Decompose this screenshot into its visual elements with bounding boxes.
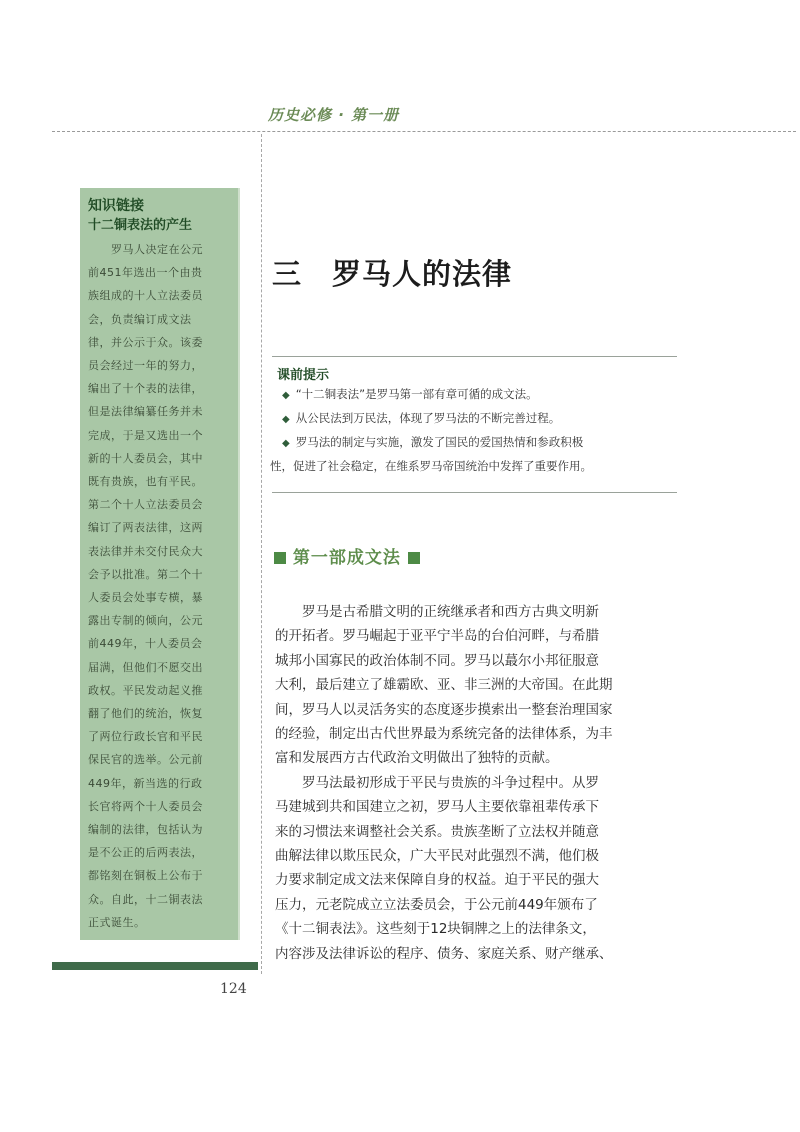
square-marker-icon <box>408 552 420 564</box>
sidebar-line: 会，负责编订成文法 <box>88 312 192 326</box>
sidebar-line: 编订了两表法律，这两 <box>88 521 203 535</box>
section-title: 第一部成文法 <box>292 548 401 568</box>
body-line: 内容涉及法律诉讼的程序、债务、家庭关系、财产继承、 <box>275 945 613 962</box>
tips-list <box>270 383 677 477</box>
body-line: 来的习惯法来调整社会关系。贵族垄断了立法权并随意 <box>275 823 599 840</box>
sidebar-line: 律，并公示于众。该委 <box>88 335 203 349</box>
body-line: 曲解法律以欺压民众，广大平民对此强烈不满，他们极 <box>275 848 599 865</box>
running-header-title: 历史必修 · 第一册 <box>268 106 400 124</box>
sidebar-line: 完成，于是又选出一个 <box>88 428 203 442</box>
page-number: 124 <box>220 981 247 997</box>
sidebar-line: 保民官的选举。公元前 <box>88 753 203 767</box>
sidebar-line: 翻了他们的统治，恢复 <box>88 707 203 721</box>
sidebar-line: 新的十人委员会，其中 <box>88 451 203 465</box>
body-line: 的经验，制定出古代世界最为系统完备的法律体系，为丰 <box>275 726 613 743</box>
footer-bar <box>52 962 258 970</box>
body-line: 的开拓者。罗马崛起于亚平宁半岛的台伯河畔，与希腊 <box>275 628 599 645</box>
tip-item <box>282 383 677 407</box>
lesson-title: 三 罗马人的法律 <box>272 257 513 291</box>
body-text <box>275 600 690 966</box>
sidebar-line: 族组成的十人立法委员 <box>88 289 203 303</box>
sidebar-line: 正式诞生。 <box>88 915 146 929</box>
sidebar-line: 届满，但他们不愿交出 <box>88 660 203 674</box>
header-divider <box>52 131 796 132</box>
column-divider <box>261 134 262 974</box>
tip-item <box>282 407 677 431</box>
sidebar-line: 前449年，十人委员会 <box>88 637 203 651</box>
sidebar-line: 但是法律编纂任务并未 <box>88 405 203 419</box>
body-line: 富和发展西方古代政治文明做出了独特的贡献。 <box>275 750 559 767</box>
body-line: 间，罗马人以灵活务实的态度逐步摸索出一整套治理国家 <box>275 701 613 718</box>
sidebar-line: 编制的法律，包括认为 <box>88 823 203 837</box>
knowledge-link-sidebar <box>80 188 238 940</box>
tip-text: 从公民法到万民法，体现了罗马法的不断完善过程。 <box>295 411 561 425</box>
sidebar-line: 编出了十个表的法律， <box>88 382 203 396</box>
sidebar-heading: 知识链接 <box>88 198 144 214</box>
sidebar-line: 表法律并未交付民众大 <box>88 544 203 558</box>
sidebar-line: 众。自此，十二铜表法 <box>88 892 203 906</box>
sidebar-line: 既有贵族，也有平民。 <box>88 475 203 489</box>
body-line: 城邦小国寡民的政治体制不同。罗马以蕞尔小邦征服意 <box>275 652 599 669</box>
sidebar-line: 第二个十人立法委员会 <box>88 498 203 512</box>
sidebar-body <box>88 238 232 934</box>
sidebar-line: 长官将两个十人委员会 <box>88 799 203 813</box>
sidebar-line: 人委员会处事专横，暴 <box>88 591 203 605</box>
sidebar-line: 都铭刻在铜板上公布于 <box>88 869 203 883</box>
diamond-bullet-icon: ◆ <box>282 390 290 401</box>
sidebar-subheading: 十二铜表法的产生 <box>88 218 193 233</box>
tips-heading: 课前提示 <box>277 368 330 383</box>
sidebar-line: 会予以批准。第二个十 <box>88 567 203 581</box>
sidebar-line: 政权。平民发动起义推 <box>88 683 203 697</box>
sidebar-line: 是不公正的后两表法， <box>88 846 203 860</box>
sidebar-line: 前451年选出一个由贵 <box>88 266 203 280</box>
diamond-bullet-icon: ◆ <box>282 438 290 449</box>
sidebar-line: 449年，新当选的行政 <box>88 776 203 790</box>
body-line: 罗马法最初形成于平民与贵族的斗争过程中。从罗 <box>275 774 599 791</box>
tip-item <box>282 431 677 455</box>
sidebar-line: 罗马人决定在公元 <box>88 243 203 256</box>
body-line: 马建城到共和国建立之初，罗马人主要依靠祖辈传承下 <box>275 799 599 816</box>
body-line: 压力，元老院成立立法委员会，于公元前449年颁布了 <box>275 896 598 913</box>
sidebar-line: 了两位行政长官和平民 <box>88 730 203 744</box>
body-line: 力要求制定成文法来保障自身的权益。迫于平民的强大 <box>275 872 599 889</box>
tip-text: 罗马法的制定与实施，激发了国民的爱国热情和参政积极 <box>295 435 584 449</box>
sidebar-line: 露出专制的倾向，公元 <box>88 614 203 628</box>
body-line: 罗马是古希腊文明的正统继承者和西方古典文明新 <box>275 604 599 620</box>
tip-text: “十二铜表法”是罗马第一部有章可循的成文法。 <box>295 387 538 401</box>
body-line: 《十二铜表法》。这些刻于12块铜牌之上的法律条文， <box>275 921 596 938</box>
square-marker-icon <box>274 552 286 564</box>
body-line: 大利，最后建立了雄霸欧、亚、非三洲的大帝国。在此期 <box>275 677 613 694</box>
diamond-bullet-icon: ◆ <box>282 414 290 425</box>
tip-continuation: 性，促进了社会稳定，在维系罗马帝国统治中发挥了重要作用。 <box>270 459 592 473</box>
tips-bottom-divider <box>272 492 677 493</box>
section-heading <box>274 543 420 568</box>
sidebar-line: 员会经过一年的努力， <box>88 359 203 373</box>
tips-top-divider <box>272 356 677 357</box>
